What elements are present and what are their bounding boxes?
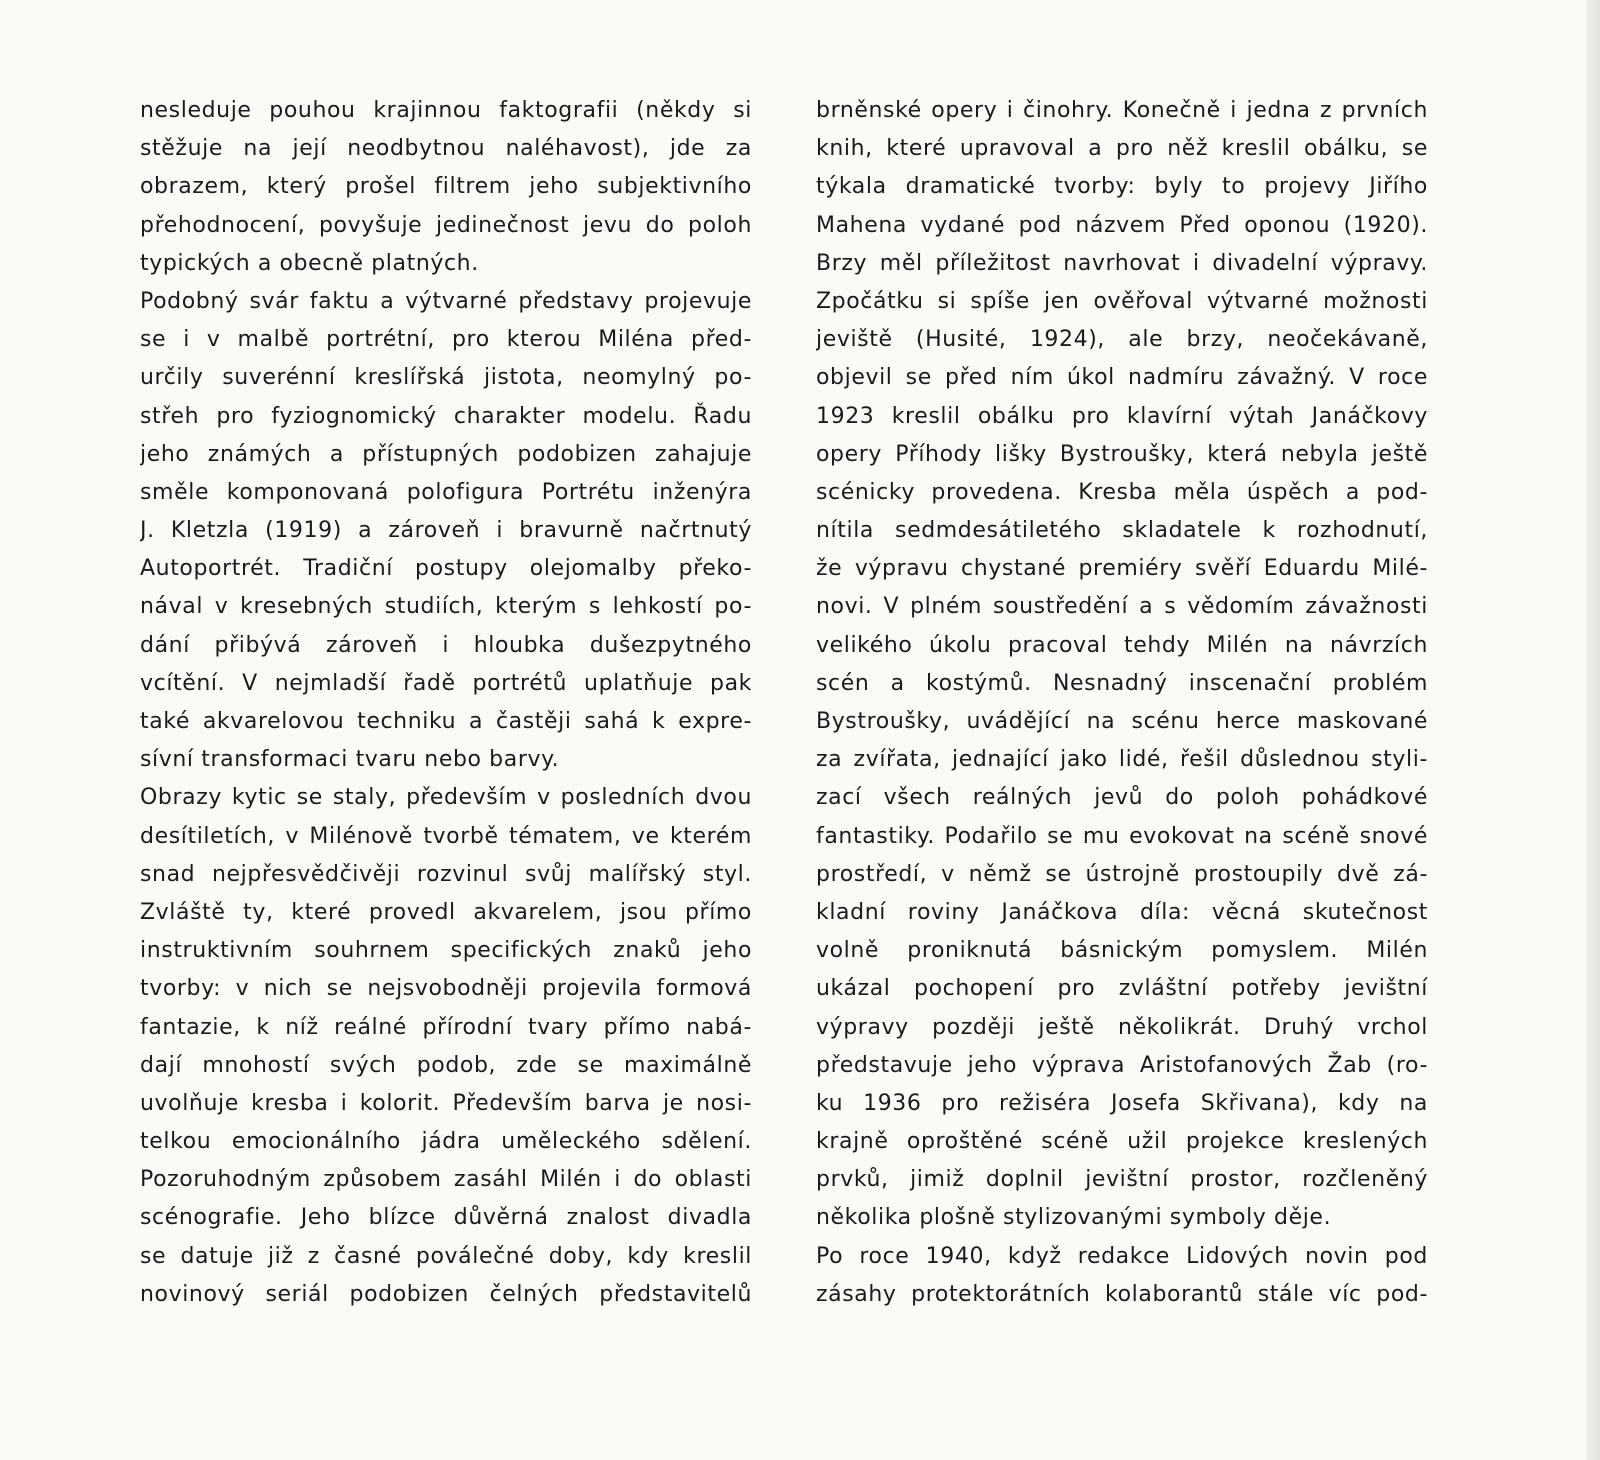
right-text-column <box>816 92 1428 1314</box>
text-line: brněnské opery i činohry. Konečně i jedna z prvních <box>816 98 1428 123</box>
text-line: několika plošně stylizovanými symboly děje. <box>816 1205 1332 1231</box>
text-line: týkala dramatické tvorby: byly to projevy Jiřího <box>816 174 1428 200</box>
text-line: nesleduje pouhou krajinnou faktografii (někdy si <box>140 98 752 123</box>
text-line: Zvláště ty, které provedl akvarelem, jsou přímo <box>140 899 752 925</box>
text-line: 1923 kreslil obálku pro klavírní výtah Janáčkovy <box>816 403 1428 429</box>
text-line: opery Příhody lišky Bystroušky, která nebyla ještě <box>816 441 1428 467</box>
text-line: scén a kostýmů. Nesnadný inscenační problém <box>816 670 1428 696</box>
text-line: novinový seriál podobizen čelných představitelů <box>140 1281 752 1307</box>
text-line: směle komponovaná polofigura Portrétu inženýra <box>140 479 752 505</box>
text-line: stěžuje na její neodbytnou naléhavost), jde za <box>140 136 752 162</box>
text-line: ukázal pochopení pro zvláštní potřeby jevištní <box>816 976 1428 1002</box>
text-line: typických a obecně platných. <box>140 250 479 276</box>
text-line: snad nejpřesvědčivěji rozvinul svůj malířský styl. <box>140 861 752 887</box>
text-line: také akvarelovou techniku a častěji sahá k expre- <box>140 709 752 734</box>
text-line: přehodnocení, povyšuje jedinečnost jevu do poloh <box>140 212 752 238</box>
text-line: kladní roviny Janáčkova díla: věcná skutečnost <box>816 899 1428 925</box>
text-line: Brzy měl příležitost navrhovat i divadelní výpravy. <box>816 250 1428 276</box>
page-edge-shadow <box>1586 0 1600 1460</box>
text-line: krajně oproštěné scéně užil projekce kreslených <box>816 1129 1428 1155</box>
text-line: prostředí, v němž se ústrojně prostoupily dvě zá- <box>816 861 1428 887</box>
text-line: vcítění. V nejmladší řadě portrétů uplatňuje pak <box>140 670 752 696</box>
text-line: výpravy později ještě několikrát. Druhý vrchol <box>816 1014 1428 1040</box>
text-line: představuje jeho výprava Aristofanových Žab (ro- <box>816 1052 1428 1078</box>
text-line: Bystroušky, uvádějící na scénu herce maskované <box>816 709 1428 734</box>
text-line: Podobný svár faktu a výtvarné představy projevuje <box>140 288 752 314</box>
text-line: za zvířata, jednající jako lidé, řešil důslednou styli- <box>816 747 1428 773</box>
left-text-column <box>140 92 752 1314</box>
text-line: se datuje již z časné poválečné doby, kdy kreslil <box>140 1243 752 1269</box>
text-line: zací všech reálných jevů do poloh pohádkové <box>816 785 1428 811</box>
text-line: zásahy protektorátních kolaborantů stále víc pod- <box>816 1281 1428 1307</box>
text-line: dání přibývá zároveň i hloubka dušezpytného <box>140 632 752 658</box>
text-line: uvolňuje kresba i kolorit. Především barva je nosi- <box>140 1090 752 1116</box>
text-line: určily suverénní kreslířská jistota, neomylný po- <box>140 365 752 391</box>
text-line: volně proniknutá básnickým pomyslem. Milén <box>816 938 1428 964</box>
text-line: Po roce 1940, když redakce Lidových novin pod <box>816 1243 1428 1269</box>
text-line: prvků, jimiž doplnil jevištní prostor, rozčleněný <box>816 1167 1428 1193</box>
text-line: ku 1936 pro režiséra Josefa Skřivana), kdy na <box>816 1090 1428 1116</box>
text-line: nítila sedmdesátiletého skladatele k rozhodnutí, <box>816 518 1428 544</box>
text-line: dají mnohostí svých podob, zde se maximálně <box>140 1052 752 1078</box>
text-line: obrazem, který prošel filtrem jeho subjektivního <box>140 174 752 200</box>
text-line: knih, které upravoval a pro něž kreslil obálku, se <box>816 136 1428 162</box>
text-line: nával v kresebných studiích, kterým s lehkostí po- <box>140 594 752 620</box>
text-line: Autoportrét. Tradiční postupy olejomalby překo- <box>140 556 752 582</box>
text-line: scénicky provedena. Kresba měla úspěch a pod- <box>816 479 1428 505</box>
text-line: J. Kletzla (1919) a zároveň i bravurně načrtnutý <box>140 518 752 544</box>
text-line: fantazie, k níž reálné přírodní tvary přímo nabá- <box>140 1014 752 1040</box>
text-line: velikého úkolu pracoval tehdy Milén na návrzích <box>816 632 1428 658</box>
text-line: instruktivním souhrnem specifických znaků jeho <box>140 938 752 964</box>
text-line: objevil se před ním úkol nadmíru závažný. V roce <box>816 365 1428 391</box>
text-line: telkou emocionálního jádra uměleckého sdělení. <box>140 1129 752 1155</box>
text-line: střeh pro fyziognomický charakter modelu. Řadu <box>140 403 752 429</box>
text-line: tvorby: v nich se nejsvobodněji projevila formová <box>140 976 752 1002</box>
text-line: Zpočátku si spíše jen ověřoval výtvarné možnosti <box>816 288 1428 314</box>
text-line: fantastiky. Podařilo se mu evokovat na scéně snové <box>816 823 1428 849</box>
text-line: Obrazy kytic se staly, především v posledních dvou <box>140 785 752 811</box>
text-line: jeviště (Husité, 1924), ale brzy, neočekávaně, <box>816 327 1428 353</box>
text-line: jeho známých a přístupných podobizen zahajuje <box>140 441 752 467</box>
text-line: Mahena vydané pod názvem Před oponou (1920). <box>816 212 1428 238</box>
text-line: Pozoruhodným způsobem zasáhl Milén i do oblasti <box>140 1167 752 1193</box>
text-line: se i v malbě portrétní, pro kterou Miléna před- <box>140 327 752 353</box>
text-line: sívní transformaci tvaru nebo barvy. <box>140 747 560 773</box>
text-line: scénografie. Jeho blízce důvěrná znalost divadla <box>140 1205 752 1231</box>
text-line: desítiletích, v Milénově tvorbě tématem, ve kterém <box>140 823 752 849</box>
text-line: že výpravu chystané premiéry svěří Eduardu Milé- <box>816 556 1428 582</box>
text-line: novi. V plném soustředění a s vědomím závažnosti <box>816 594 1428 620</box>
